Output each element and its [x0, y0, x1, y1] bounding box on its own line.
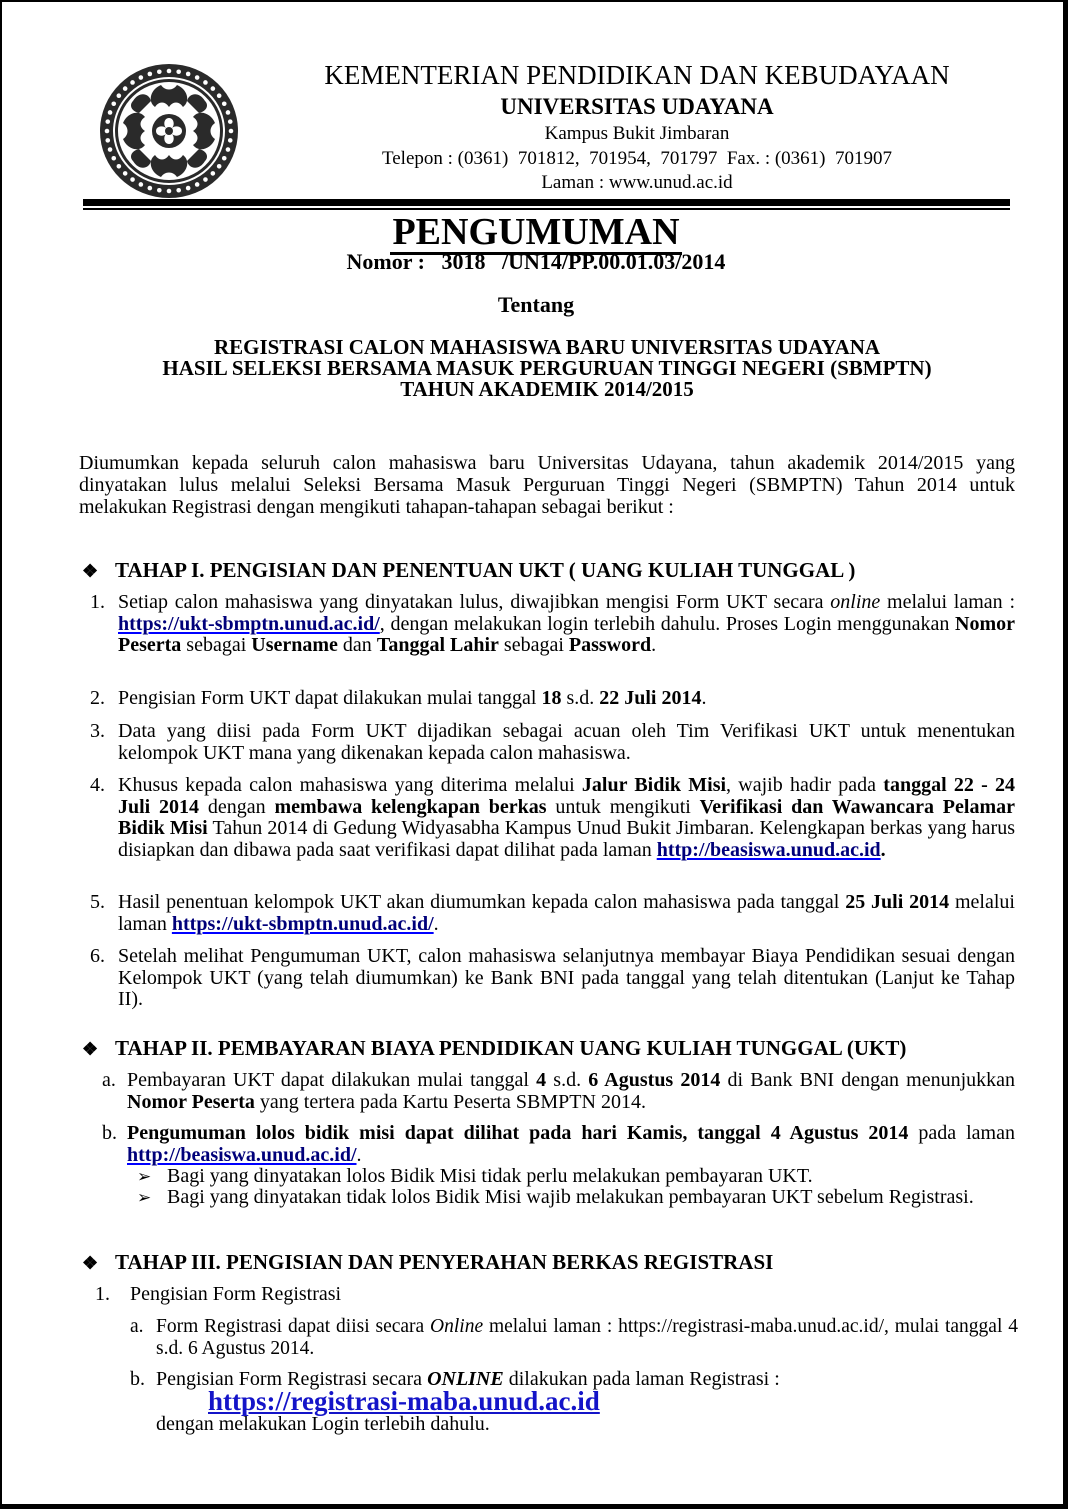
seal-dot [176, 69, 181, 74]
text: melalui laman : [880, 591, 1015, 613]
text-bold: membawa kelengkapan berkas [274, 795, 547, 818]
text: Pengisian Form Registrasi secara [156, 1368, 428, 1390]
seal-dot [111, 101, 116, 106]
stage-3-subitem-a [130, 1316, 1018, 1359]
text-bold: Password [568, 634, 652, 656]
seal-dot [176, 188, 181, 193]
text: . [880, 838, 886, 861]
seal-dot [186, 72, 191, 77]
text: , wajib hadir pada [726, 774, 884, 796]
seal-dot [139, 182, 144, 187]
seal-dot [108, 147, 113, 152]
beasiswa-link[interactable]: http://beasiswa.unud.ac.id/ [127, 1143, 357, 1166]
text-bold: Jalur Bidik Misi [581, 774, 727, 796]
seal-dot [139, 75, 144, 80]
seal-dot [222, 156, 227, 161]
registration-link[interactable]: https://registrasi-maba.unud.ac.id [208, 1385, 600, 1416]
seal-dot [108, 110, 113, 115]
subject-line: TAHUN AKADEMIK 2014/2015 [400, 377, 694, 401]
text-bold: Tanggal Lahir [376, 634, 499, 656]
text-bold: 25 Juli 2014 [845, 891, 950, 913]
subject-line: HASIL SELEKSI BERSAMA MASUK PERGURUAN TINGGI NEGERI (SBMPTN) [162, 356, 932, 380]
seal-dot [211, 171, 216, 176]
text-bold: 18 [541, 687, 562, 709]
announcement-title-text: PENGUMUMAN [392, 211, 680, 253]
text-bold-italic: ONLINE [427, 1368, 504, 1390]
ukt-link[interactable]: https://ukt-sbmptn.unud.ac.id/ [171, 912, 434, 935]
seal-dot [211, 86, 216, 91]
text: . [651, 634, 657, 656]
ministry-name: KEMENTERIAN PENDIDIKAN DAN KEBUDAYAAN [324, 60, 950, 90]
text-bold: Username [251, 634, 338, 656]
text-bold: 6 Agustus 2014 [588, 1069, 721, 1091]
seal-dot [157, 188, 162, 193]
text: s.d. [546, 1069, 589, 1091]
seal-dot [130, 177, 135, 182]
text: s.d. [561, 687, 600, 709]
contact-phone-fax: Telepon : (0361) 701812, 701954, 701797 Fax. : (0361) 701907 [381, 148, 893, 169]
text: yang tertera pada Kartu Peserta SBMPTN 2014. [254, 1090, 646, 1113]
subject-line: REGISTRASI CALON MAHASISWA BARU UNIVERSITAS UDAYANA [213, 335, 881, 359]
seal-dot [228, 119, 233, 124]
stage-3-heading [82, 1250, 773, 1275]
seal-dot [229, 129, 234, 134]
text: pada laman [908, 1122, 1015, 1144]
text: Pembayaran UKT dapat dilakukan mulai tanggal [127, 1069, 537, 1091]
item-letter: b. [102, 1122, 117, 1144]
header-rule-thick [83, 199, 1010, 206]
text: untuk mengikuti [546, 795, 700, 818]
text: . [356, 1143, 362, 1166]
text: . [433, 912, 439, 935]
stage-1-item-6 [90, 945, 1015, 1011]
text: di Bank BNI dengan menunjukkan [720, 1069, 1016, 1091]
arrow-bullet-icon: ➢ [137, 1167, 152, 1186]
seal-dot [186, 186, 191, 191]
seal-dot [111, 156, 116, 161]
item-number: 3. [90, 720, 105, 742]
text: Setiap calon mahasiswa yang dinyatakan lulus, diwajibkan mengisi Form UKT secara [118, 591, 831, 613]
text-bold: 22 Juli 2014 [599, 687, 702, 709]
item-number: 1. [90, 591, 105, 613]
seal-dot [195, 75, 200, 80]
stage-1-heading [82, 558, 855, 583]
stage-3-item-1 [95, 1283, 1010, 1306]
text: Bagi yang dinyatakan lolos Bidik Misi tidak perlu melakukan pembayaran UKT. [167, 1165, 813, 1187]
university-seal-logo [98, 62, 240, 200]
seal-dot [117, 164, 122, 169]
stage-3-title: TAHAP III. PENGISIAN DAN PENYERAHAN BERKAS REGISTRASI [115, 1250, 774, 1274]
seal-dot [203, 177, 208, 182]
seal-dot [105, 119, 110, 124]
text-bold: Pengumuman lolos bidik misi dapat dilihat pada hari Kamis, tanggal 4 Agustus 2014 [127, 1122, 909, 1144]
text: , dengan melakukan login terlebih dahulu. Proses Login menggunakan [379, 612, 956, 635]
beasiswa-link[interactable]: http://beasiswa.unud.ac.id [656, 838, 881, 861]
seal-dot [148, 186, 153, 191]
text: dengan melakukan Login terlebih dahulu. [156, 1412, 490, 1435]
stage-2-title: TAHAP II. PEMBAYARAN BIAYA PENDIDIKAN UANG KULIAH TUNGGAL (UKT) [115, 1036, 907, 1060]
intro-paragraph: Diumumkan kepada seluruh calon mahasiswa baru Universitas Udayana, tahun akademik 2014/2015 yang dinyatakan lulus melalui Seleksi Bersama Masuk Perguruan Tinggi Negeri (SBMPTN) Tahun 2014 untuk melakukan Registrasi dengan mengikuti tahapan-tahapan sebagai berikut : [79, 452, 1015, 518]
seal-dot [157, 69, 162, 74]
text: dilakukan pada laman Registrasi : [503, 1368, 780, 1390]
seal-dot [226, 110, 231, 115]
subject-heading [62, 337, 1032, 400]
text: sebagai [498, 634, 569, 656]
stage-1-title: TAHAP I. PENGISIAN DAN PENENTUAN UKT ( UANG KULIAH TUNGGAL ) [115, 558, 856, 582]
seal-dot [117, 93, 122, 98]
text: dengan [199, 795, 275, 818]
stage-2-subitem [137, 1186, 1017, 1208]
subject-label: Tentang [497, 292, 575, 317]
text: melalui laman : https://registrasi-maba.unud.ac.id/, mulai tanggal 4 s.d. 6 Agustus 2014. [156, 1316, 1018, 1359]
seal-dot [217, 93, 222, 98]
stage-1-item-2 [90, 687, 1015, 710]
text: Pengisian Form UKT dapat dilakukan mulai tanggal [118, 687, 542, 709]
text: Hasil penentuan kelompok UKT akan diumumkan kepada calon mahasiswa pada tanggal [118, 891, 846, 913]
text: dan [337, 634, 377, 656]
campus-name: Kampus Bukit Jimbaran [544, 123, 730, 144]
text: Form Registrasi dapat diisi secara [156, 1316, 431, 1337]
stage-1-item-5 [90, 891, 1015, 935]
item-number: 2. [90, 687, 105, 709]
document-number: Nomor : 3018 /UN14/PP.00.01.03/2014 [346, 249, 726, 274]
ukt-link[interactable]: https://ukt-sbmptn.unud.ac.id/ [118, 612, 380, 635]
seal-dot [123, 171, 128, 176]
text: Pengisian Form Registrasi [130, 1283, 342, 1305]
text-bold: Nomor Peserta [127, 1090, 255, 1113]
diamond-bullet-icon: ❖ [82, 561, 99, 581]
seal-dot [217, 164, 222, 169]
stage-2-heading [82, 1036, 906, 1061]
text: Khusus kepada calon mahasiswa yang diterima melalui [118, 774, 582, 796]
item-letter: a. [130, 1316, 144, 1337]
seal-dot [203, 80, 208, 85]
text: . [701, 687, 707, 709]
text-italic: online [830, 591, 881, 613]
text: Data yang diisi pada Form UKT dijadikan sebagai acuan oleh Tim Verifikasi UKT untuk menentukan kelompok UKT mana yang dikenakan kepada calon mahasiswa. [118, 720, 1015, 764]
item-number: 6. [90, 945, 105, 967]
stage-1-item-4 [90, 774, 1016, 861]
item-letter: a. [102, 1069, 116, 1091]
seal-dot [123, 86, 128, 91]
seal-dot [105, 129, 110, 134]
seal-dot [226, 147, 231, 152]
stage-2-item-b [102, 1122, 1015, 1166]
item-letter: b. [130, 1368, 145, 1390]
stage-2-item-a [102, 1069, 1016, 1113]
stage-1-item-1 [90, 591, 1015, 657]
seal-dot [228, 138, 233, 143]
item-number: 4. [90, 774, 105, 796]
diamond-bullet-icon: ❖ [82, 1039, 99, 1059]
seal-dot [148, 72, 153, 77]
university-name: UNIVERSITAS UDAYANA [500, 94, 774, 119]
stage-1-item-3 [90, 720, 1015, 764]
item-number: 1. [95, 1283, 110, 1305]
text-bold: tanggal 22 - 24 Juli 2014 [118, 774, 1016, 818]
stage-3-subitem-b [130, 1368, 1018, 1435]
item-number: 5. [90, 891, 105, 913]
text-bold: Verifikasi dan Wawancara Pelamar Bidik Misi [118, 795, 1015, 839]
diamond-bullet-icon: ❖ [82, 1253, 99, 1273]
text: Setelah melihat Pengumuman UKT, calon mahasiswa selanjutnya membayar Biaya Pendidikan sesuai dengan Kelompok UKT (yang telah diumumkan) ke Bank BNI pada tanggal yang telah ditentukan (Lanjut ke Tahap II). [118, 945, 1015, 1010]
seal-dot [130, 80, 135, 85]
seal-dot [222, 101, 227, 106]
website-line: Laman : www.unud.ac.id [541, 172, 733, 193]
arrow-bullet-icon: ➢ [137, 1188, 152, 1207]
seal-dot [195, 182, 200, 187]
text-italic: Online [430, 1316, 484, 1337]
seal-dot [167, 189, 172, 194]
text: Bagi yang dinyatakan tidak lolos Bidik Misi wajib melakukan pembayaran UKT sebelum Registrasi. [167, 1186, 974, 1208]
text: sebagai [181, 634, 252, 656]
text: Tahun 2014 di Gedung Widyasabha Kampus Unud Bukit Jimbaran. Kelengkapan berkas yang harus disiapkan dan dibawa pada saat verifikasi dapat dilihat pada laman [118, 817, 1015, 861]
text-bold: 4 [536, 1069, 547, 1091]
stage-2-subitem [137, 1165, 1017, 1187]
seal-dot [167, 69, 172, 74]
text: melalui laman [118, 891, 1015, 935]
seal-dot [105, 138, 110, 143]
text-bold: Nomor Peserta [118, 612, 1015, 656]
